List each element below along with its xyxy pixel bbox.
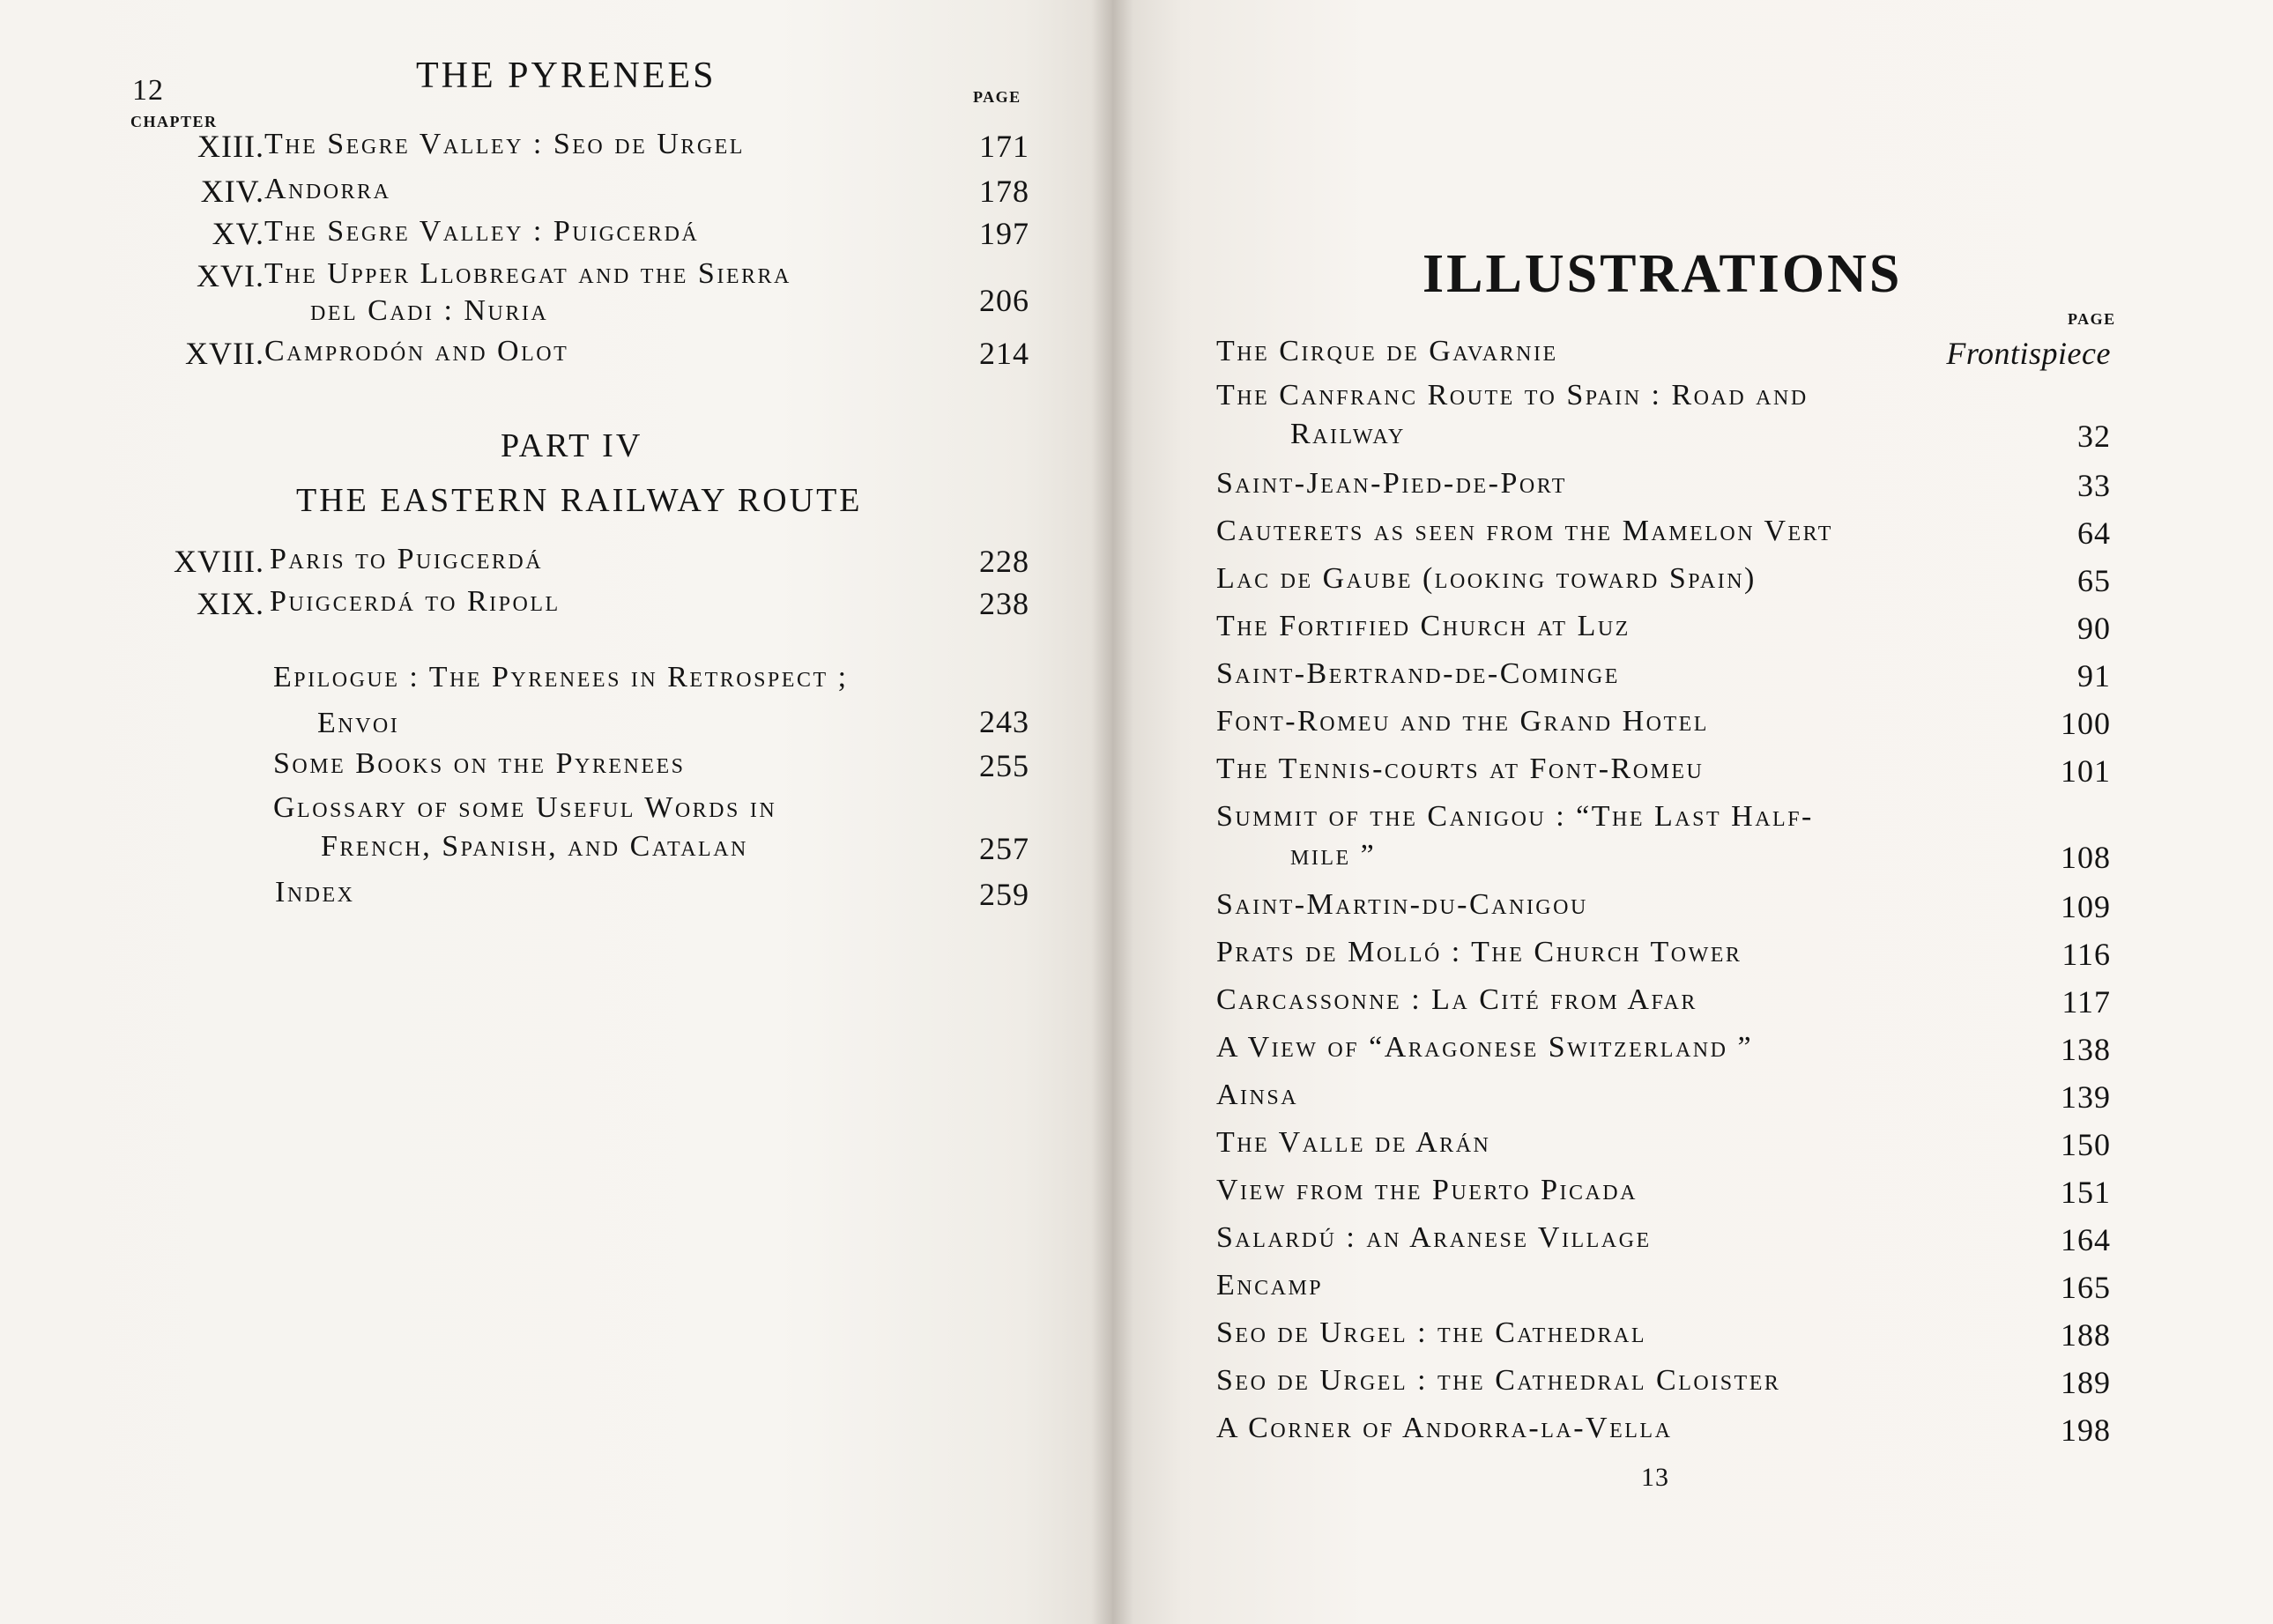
chapter-title-continuation: del Cadi : Nuria xyxy=(310,294,549,327)
illustration-page: 150 xyxy=(2061,1127,2111,1162)
illustration-entry[interactable] xyxy=(1216,1221,2111,1267)
illustration-title: Saint-Jean-Pied-de-Port xyxy=(1216,467,1567,500)
illustration-page: 188 xyxy=(2061,1317,2111,1353)
illustration-page: Frontispiece xyxy=(1946,336,2111,371)
illustration-title: Encamp xyxy=(1216,1269,1324,1301)
chapter-number: XIV. xyxy=(200,174,264,209)
illustration-page: 91 xyxy=(2077,658,2111,693)
illustration-page: 109 xyxy=(2061,889,2111,924)
illustration-page: 101 xyxy=(2061,753,2111,789)
back-matter-page: 243 xyxy=(979,704,1029,739)
illustration-entry[interactable] xyxy=(1216,1412,2111,1457)
chapter-title: Puigcerdá to Ripoll xyxy=(270,585,561,618)
back-matter-page: 255 xyxy=(979,748,1029,783)
illustrations-heading: ILLUSTRATIONS xyxy=(1422,244,1903,304)
illustration-entry[interactable] xyxy=(1216,753,2111,798)
chapter-number: XIX. xyxy=(197,586,264,621)
illustration-title: Saint-Martin-du-Canigou xyxy=(1216,888,1588,921)
illustration-entry[interactable] xyxy=(1216,610,2111,656)
illustration-title: The Canfranc Route to Spain : Road and xyxy=(1216,379,1809,412)
chapter-number: XVII. xyxy=(185,336,264,371)
illustration-entry[interactable] xyxy=(1216,657,2111,703)
illustration-title: Cauterets as seen from the Mamelon Vert xyxy=(1216,515,1833,547)
page-column-label: PAGE xyxy=(973,88,1021,106)
illustration-title: Ainsa xyxy=(1216,1079,1299,1111)
chapter-page: 214 xyxy=(979,336,1029,371)
chapter-number: XIII. xyxy=(197,129,264,164)
back-matter-page: 259 xyxy=(979,877,1029,912)
back-matter-page: 257 xyxy=(979,831,1029,866)
illustration-page: 90 xyxy=(2077,611,2111,646)
illustration-title: Salardú : an Aranese Village xyxy=(1216,1221,1652,1254)
illustrations-page-label: PAGE xyxy=(2068,310,2116,328)
illustration-page: 64 xyxy=(2077,515,2111,551)
chapter-column-label: CHAPTER xyxy=(130,113,218,130)
illustration-entry[interactable] xyxy=(1216,800,2111,875)
back-matter-title-continuation: French, Spanish, and Catalan xyxy=(321,830,748,863)
illustration-title: Seo de Urgel : the Cathedral xyxy=(1216,1316,1647,1349)
illustration-entry[interactable] xyxy=(1216,1364,2111,1410)
illustration-entry[interactable] xyxy=(1216,1174,2111,1220)
illustration-page: 198 xyxy=(2061,1413,2111,1448)
back-matter-title: Glossary of some Useful Words in xyxy=(273,791,777,824)
illustration-title: Font-Romeu and the Grand Hotel xyxy=(1216,705,1709,738)
chapter-page: 228 xyxy=(979,544,1029,579)
illustration-entry[interactable] xyxy=(1216,888,2111,934)
chapter-page: 197 xyxy=(979,216,1029,251)
illustration-page: 33 xyxy=(2077,468,2111,503)
illustration-title: View from the Puerto Picada xyxy=(1216,1174,1638,1206)
chapter-title: The Upper Llobregat and the Sierra xyxy=(264,257,791,290)
illustration-entry[interactable] xyxy=(1216,705,2111,751)
illustration-page: 117 xyxy=(2061,984,2111,1020)
illustration-page: 165 xyxy=(2061,1270,2111,1305)
illustration-title-continuation: mile ” xyxy=(1290,839,1377,871)
illustration-title: Summit of the Canigou : “The Last Half- xyxy=(1216,800,1814,833)
illustration-entry[interactable] xyxy=(1216,379,2111,454)
chapter-title: The Segre Valley : Puigcerdá xyxy=(264,215,700,248)
chapter-number: XV. xyxy=(212,216,264,251)
part-label: PART IV xyxy=(501,427,643,464)
illustration-title: Lac de Gaube (looking toward Spain) xyxy=(1216,562,1757,595)
chapter-page: 178 xyxy=(979,174,1029,209)
illustration-entry[interactable] xyxy=(1216,1316,2111,1362)
illustration-title: The Fortified Church at Luz xyxy=(1216,610,1630,642)
illustration-entry[interactable] xyxy=(1216,936,2111,982)
book-gutter xyxy=(1091,0,1133,1624)
illustration-page: 65 xyxy=(2077,563,2111,598)
illustration-title: Carcassonne : La Cité from Afar xyxy=(1216,983,1697,1016)
illustration-page: 139 xyxy=(2061,1079,2111,1115)
illustration-title: The Tennis-courts at Font-Romeu xyxy=(1216,753,1705,785)
back-matter-title: Index xyxy=(275,876,355,908)
right-page-number: 13 xyxy=(1641,1463,1669,1492)
illustration-page: 189 xyxy=(2061,1365,2111,1400)
left-page-number: 12 xyxy=(132,74,164,107)
illustration-page: 100 xyxy=(2061,706,2111,741)
illustration-page: 138 xyxy=(2061,1032,2111,1067)
illustration-title: Saint-Bertrand-de-Cominge xyxy=(1216,657,1620,690)
illustration-entry[interactable] xyxy=(1216,467,2111,513)
illustration-entry[interactable] xyxy=(1216,1079,2111,1124)
chapter-page: 238 xyxy=(979,586,1029,621)
part-title: THE EASTERN RAILWAY ROUTE xyxy=(296,482,863,519)
chapter-page: 206 xyxy=(979,283,1029,318)
illustration-entry[interactable] xyxy=(1216,983,2111,1029)
back-matter-title-continuation: Envoi xyxy=(317,707,400,739)
chapter-title: Camprodón and Olot xyxy=(264,335,569,367)
illustration-page: 164 xyxy=(2061,1222,2111,1257)
illustration-entry[interactable] xyxy=(1216,335,2111,381)
illustration-title: A View of “Aragonese Switzerland ” xyxy=(1216,1031,1754,1064)
illustration-entry[interactable] xyxy=(1216,515,2111,560)
illustration-title: The Valle de Arán xyxy=(1216,1126,1491,1159)
illustration-page: 32 xyxy=(2077,419,2111,454)
chapter-number: XVI. xyxy=(197,258,264,293)
illustration-page: 151 xyxy=(2061,1175,2111,1210)
illustration-entry[interactable] xyxy=(1216,1126,2111,1172)
back-matter-title: Epilogue : The Pyrenees in Retrospect ; xyxy=(273,661,849,693)
illustration-entry[interactable] xyxy=(1216,562,2111,608)
chapter-title: Paris to Puigcerdá xyxy=(270,543,544,575)
illustration-page: 116 xyxy=(2061,937,2111,972)
illustration-page: 108 xyxy=(2061,840,2111,875)
illustration-title: The Cirque de Gavarnie xyxy=(1216,335,1558,367)
illustration-title-continuation: Railway xyxy=(1290,418,1406,450)
chapter-title: Andorra xyxy=(264,173,391,205)
illustration-title: A Corner of Andorra-la-Vella xyxy=(1216,1412,1673,1444)
illustration-title: Prats de Molló : The Church Tower xyxy=(1216,936,1742,968)
chapter-title: The Segre Valley : Seo de Urgel xyxy=(264,128,745,160)
illustration-title: Seo de Urgel : the Cathedral Cloister xyxy=(1216,1364,1781,1397)
illustration-entry[interactable] xyxy=(1216,1031,2111,1077)
back-matter-title: Some Books on the Pyrenees xyxy=(273,747,686,780)
chapter-page: 171 xyxy=(979,129,1029,164)
chapter-number: XVIII. xyxy=(174,544,264,579)
illustration-entry[interactable] xyxy=(1216,1269,2111,1315)
running-head: THE PYRENEES xyxy=(416,56,717,96)
